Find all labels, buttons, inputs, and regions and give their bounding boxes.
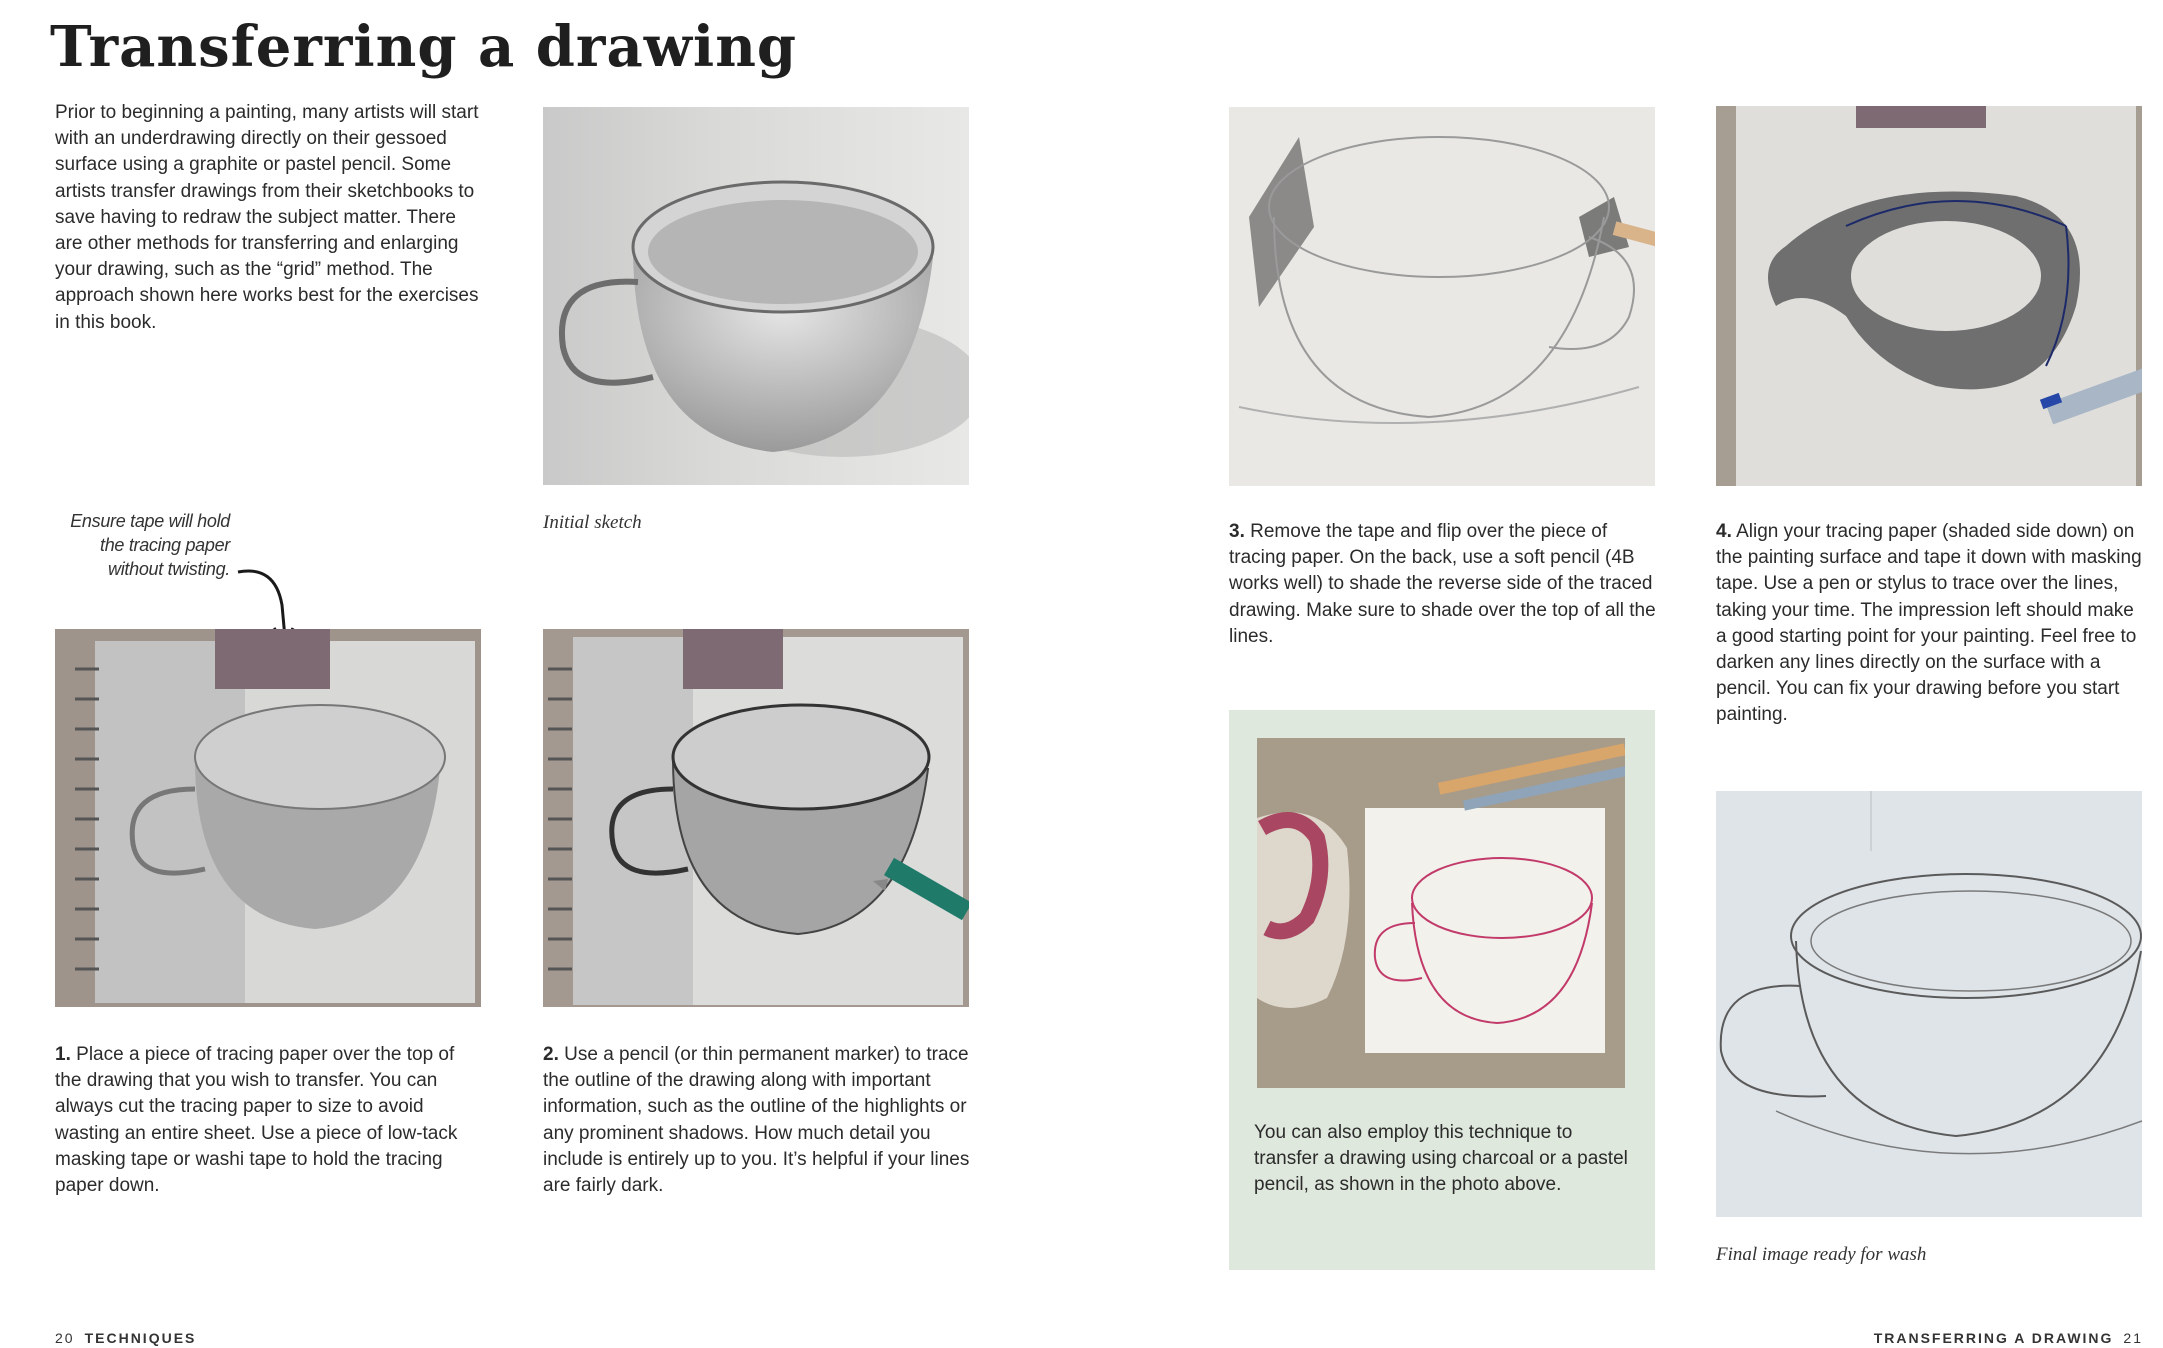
sidebar-note-text: You can also employ this technique to transfer a drawing using charcoal or a pastel pencil, as shown in the photo above. (1254, 1122, 1628, 1196)
initial-sketch-photo (543, 107, 969, 485)
step4-number: 4. (1716, 521, 1732, 542)
step4-text (1716, 519, 2146, 729)
step3-photo (1229, 107, 1655, 486)
section-label-left: TECHNIQUES (84, 1330, 197, 1346)
footer-left (55, 1330, 196, 1346)
note-line-2: the tracing paper (100, 535, 230, 555)
caption-final-image: Final image ready for wash (1716, 1244, 1927, 1265)
step3-number: 3. (1229, 521, 1245, 542)
final-image-photo (1716, 791, 2142, 1217)
caption-initial-sketch: Initial sketch (543, 512, 642, 533)
step2-photo (543, 629, 969, 1007)
intro-paragraph: Prior to beginning a painting, many artists will start with an underdrawing directly on their gessoed surface using a graphite or pastel pencil. Some artists transfer drawings from their sketchbooks to save having to redraw the subject matter. There are other methods for transferring and enlarging your drawing, such as the “grid” method. The approach shown here works best for the exercises in this book. (55, 102, 479, 333)
page-number-right: 21 (2123, 1330, 2143, 1346)
step3-text (1229, 519, 1659, 650)
page-title: Transferring a drawing (50, 14, 798, 80)
page-number-left: 20 (55, 1330, 75, 1346)
step2-number: 2. (543, 1044, 559, 1065)
step1-number: 1. (55, 1044, 71, 1065)
charcoal-transfer-photo (1257, 738, 1625, 1088)
sidebar-box (1229, 710, 1655, 1270)
handwritten-note (60, 509, 230, 581)
note-line-3: without twisting. (108, 559, 230, 579)
step2-text (543, 1042, 973, 1199)
step1-photo (55, 629, 481, 1007)
section-label-right: TRANSFERRING A DRAWING (1873, 1330, 2114, 1346)
step3-description: Remove the tape and flip over the piece of tracing paper. On the back, use a soft pencil (4B works well) to shade the reverse side of the traced drawing. Make sure to shade over the top of all the lines. (1229, 521, 1656, 647)
step4-photo (1716, 106, 2142, 486)
step2-description: Use a pencil (or thin permanent marker) to trace the outline of the drawing along with important information, such as the outline of the highlights or any prominent shadows. How much detail you include is entirely up to you. It’s helpful if your lines are fairly dark. (543, 1044, 970, 1197)
footer-right (1874, 1330, 2143, 1346)
step4-description: Align your tracing paper (shaded side down) on the painting surface and tape it down with masking tape. Use a pen or stylus to trace over the lines, taking your time. The impression left should make a good starting point for your painting. Feel free to darken any lines directly on the surface with a pencil. You can fix your drawing before you start painting. (1716, 521, 2142, 726)
step1-description: Place a piece of tracing paper over the top of the drawing that you wish to transfer. You can always cut the tracing paper to size to avoid wasting an entire sheet. Use a piece of low-tack masking tape or washi tape to hold the tracing paper down. (55, 1044, 458, 1197)
note-line-1: Ensure tape will hold (70, 511, 230, 531)
step1-text (55, 1042, 485, 1199)
